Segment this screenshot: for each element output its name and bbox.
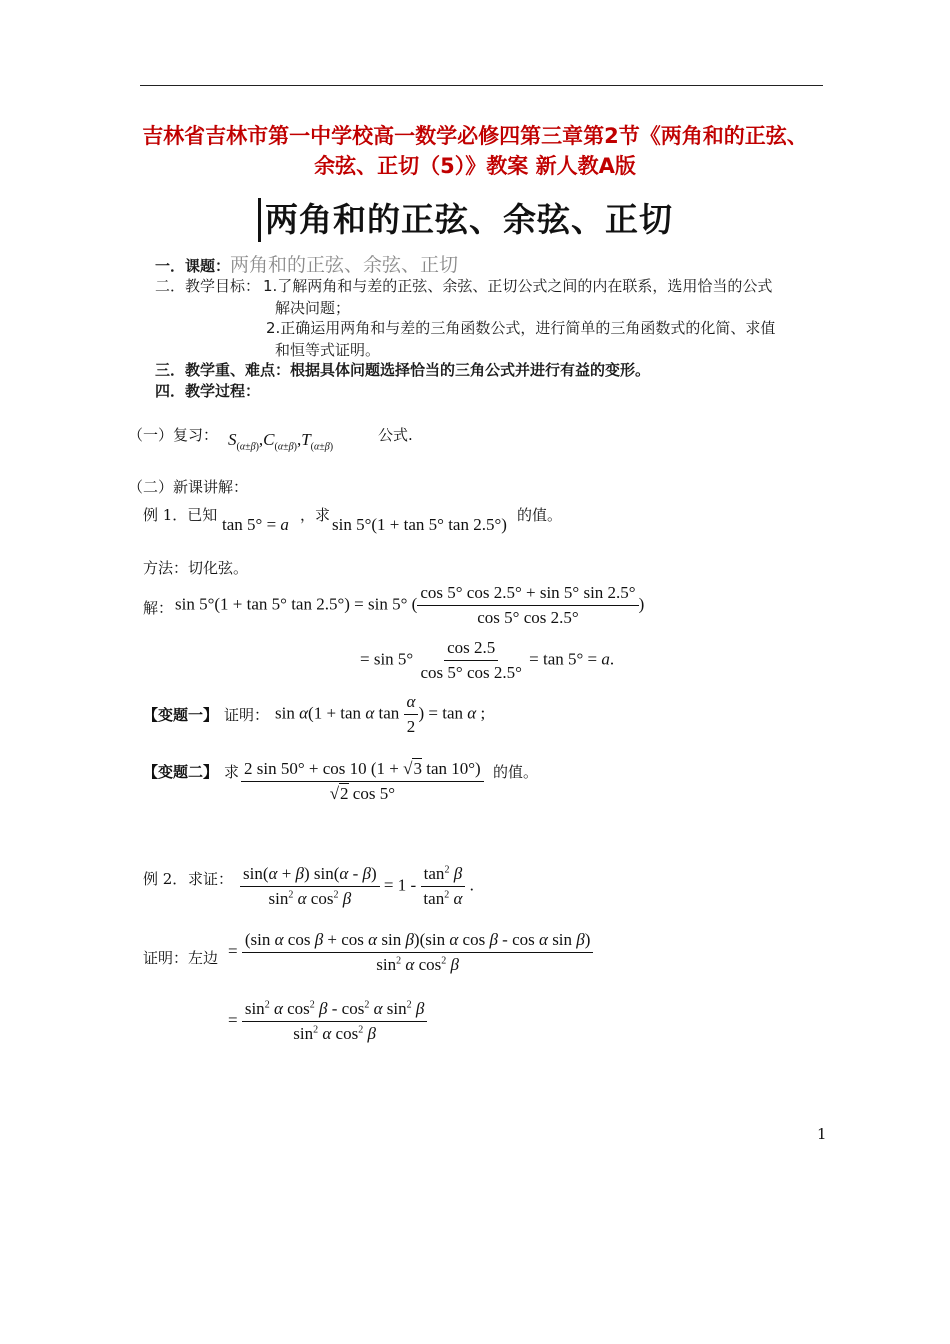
objective-2-line1: 2.正确运用两角和与差的三角函数公式，进行简单的三角函数式的化简、求值 bbox=[266, 319, 776, 337]
proof-label: 证明：左边 bbox=[143, 949, 219, 967]
section-1 bbox=[155, 250, 458, 277]
section-3: 三．教学重、难点：根据具体问题选择恰当的三角公式并进行有益的变形。 bbox=[155, 361, 651, 379]
section-1-value: 两角和的正弦、余弦、正切 bbox=[230, 254, 459, 276]
variant-2-text: 求 bbox=[224, 763, 240, 781]
objective-1-line2: 解决问题； bbox=[275, 299, 351, 317]
proof-step-2: = $\frac{\sin^2 \alpha \cos^2 \beta - \cos^2 \alpha \sin^2 \beta}{\sin^2 \alpha \cos^2 \beta}$ bbox=[228, 999, 427, 1044]
new-lesson-label: （二）新课讲解： bbox=[128, 478, 249, 496]
variant-2-tag: 【变题二】 bbox=[143, 763, 219, 781]
method-text: 方法：切化弦。 bbox=[143, 559, 249, 577]
document-title-line2: 余弦、正切（5）》教案 新人教A版 bbox=[314, 154, 636, 178]
example-2-formula: $\frac{\sin(\alpha + \beta) \sin(\alpha - \beta)}{\sin^2 \alpha \cos^2 \beta}$ = 1 - $\frac{\tan^2 \beta}{\tan^2 \alpha}$ . bbox=[240, 864, 474, 909]
objective-1-line1: 1.了解两角和与差的正弦、余弦、正切公式之间的内在联系，选用恰当的公式 bbox=[263, 277, 773, 295]
example-1-suffix: 的值。 bbox=[517, 506, 563, 524]
example-1-mid: ，求 bbox=[300, 506, 331, 524]
variant-1-tag: 【变题一】 bbox=[143, 706, 219, 724]
section-2-label: 二．教学目标： bbox=[155, 277, 261, 295]
review-suffix: 公式. bbox=[378, 426, 413, 444]
section-4: 四．教学过程： bbox=[155, 382, 261, 400]
variant-2-suffix: 的值。 bbox=[493, 763, 539, 781]
section-1-label: 一．课题： bbox=[155, 257, 231, 275]
example-1-given: tan 5° = a bbox=[222, 515, 289, 534]
variant-1-text: 证明： bbox=[224, 706, 270, 724]
objective-2-line2: 和恒等式证明。 bbox=[275, 341, 381, 359]
solution-step-1: sin 5°(1 + tan 5° tan 2.5°) = sin 5° ( $\frac{\cos 5^\circ \cos 2.5^\circ + \sin 5^\circ \sin 2.5^\circ}{\cos 5^\circ \cos 2.5^\circ}$ ) bbox=[175, 583, 645, 627]
example-1-expression: sin 5°(1 + tan 5° tan 2.5°) bbox=[332, 515, 507, 534]
page-number: 1 bbox=[817, 1125, 827, 1143]
example-2-text: 求证： bbox=[188, 870, 234, 888]
variant-1-formula: sin α(1 + tan α tan $\frac{\alpha}{2}$ ) = tan α ; bbox=[275, 692, 486, 736]
lesson-title: 两角和的正弦、余弦、正切 bbox=[258, 198, 673, 242]
document-title-line1: 吉林省吉林市第一中学校高一数学必修四第三章第2节《两角和的正弦、 bbox=[142, 124, 808, 148]
proof-step-1: = $\frac{\text{(sin α cos β + cos α sin β)(sin α cos β - cos α sin β)}}{\sin^2 \alpha \cos^2 \beta}$ bbox=[228, 930, 593, 975]
solution-step-2: = sin 5° $\frac{\cos 2.5}{\cos 5^\circ \cos 2.5^\circ}$ = tan 5° = a. bbox=[360, 638, 615, 682]
example-2-label: 例 2． bbox=[143, 870, 188, 888]
review-label: （一）复习： bbox=[128, 426, 219, 444]
example-1-label: 例 1．已知 bbox=[143, 506, 218, 524]
variant-2-formula: $\frac{2 \sin 50^\circ + \cos 10 (1 + √3 \tan 10^\circ)}{√2 \cos 5^\circ}$ bbox=[241, 759, 484, 804]
solution-label: 解： bbox=[143, 599, 174, 617]
review-formulas: $S_{(\alpha\pm\beta)},C_{(\alpha\pm\beta)},T_{(\alpha\pm\beta)}$ bbox=[228, 430, 334, 453]
header-rule bbox=[140, 85, 823, 86]
